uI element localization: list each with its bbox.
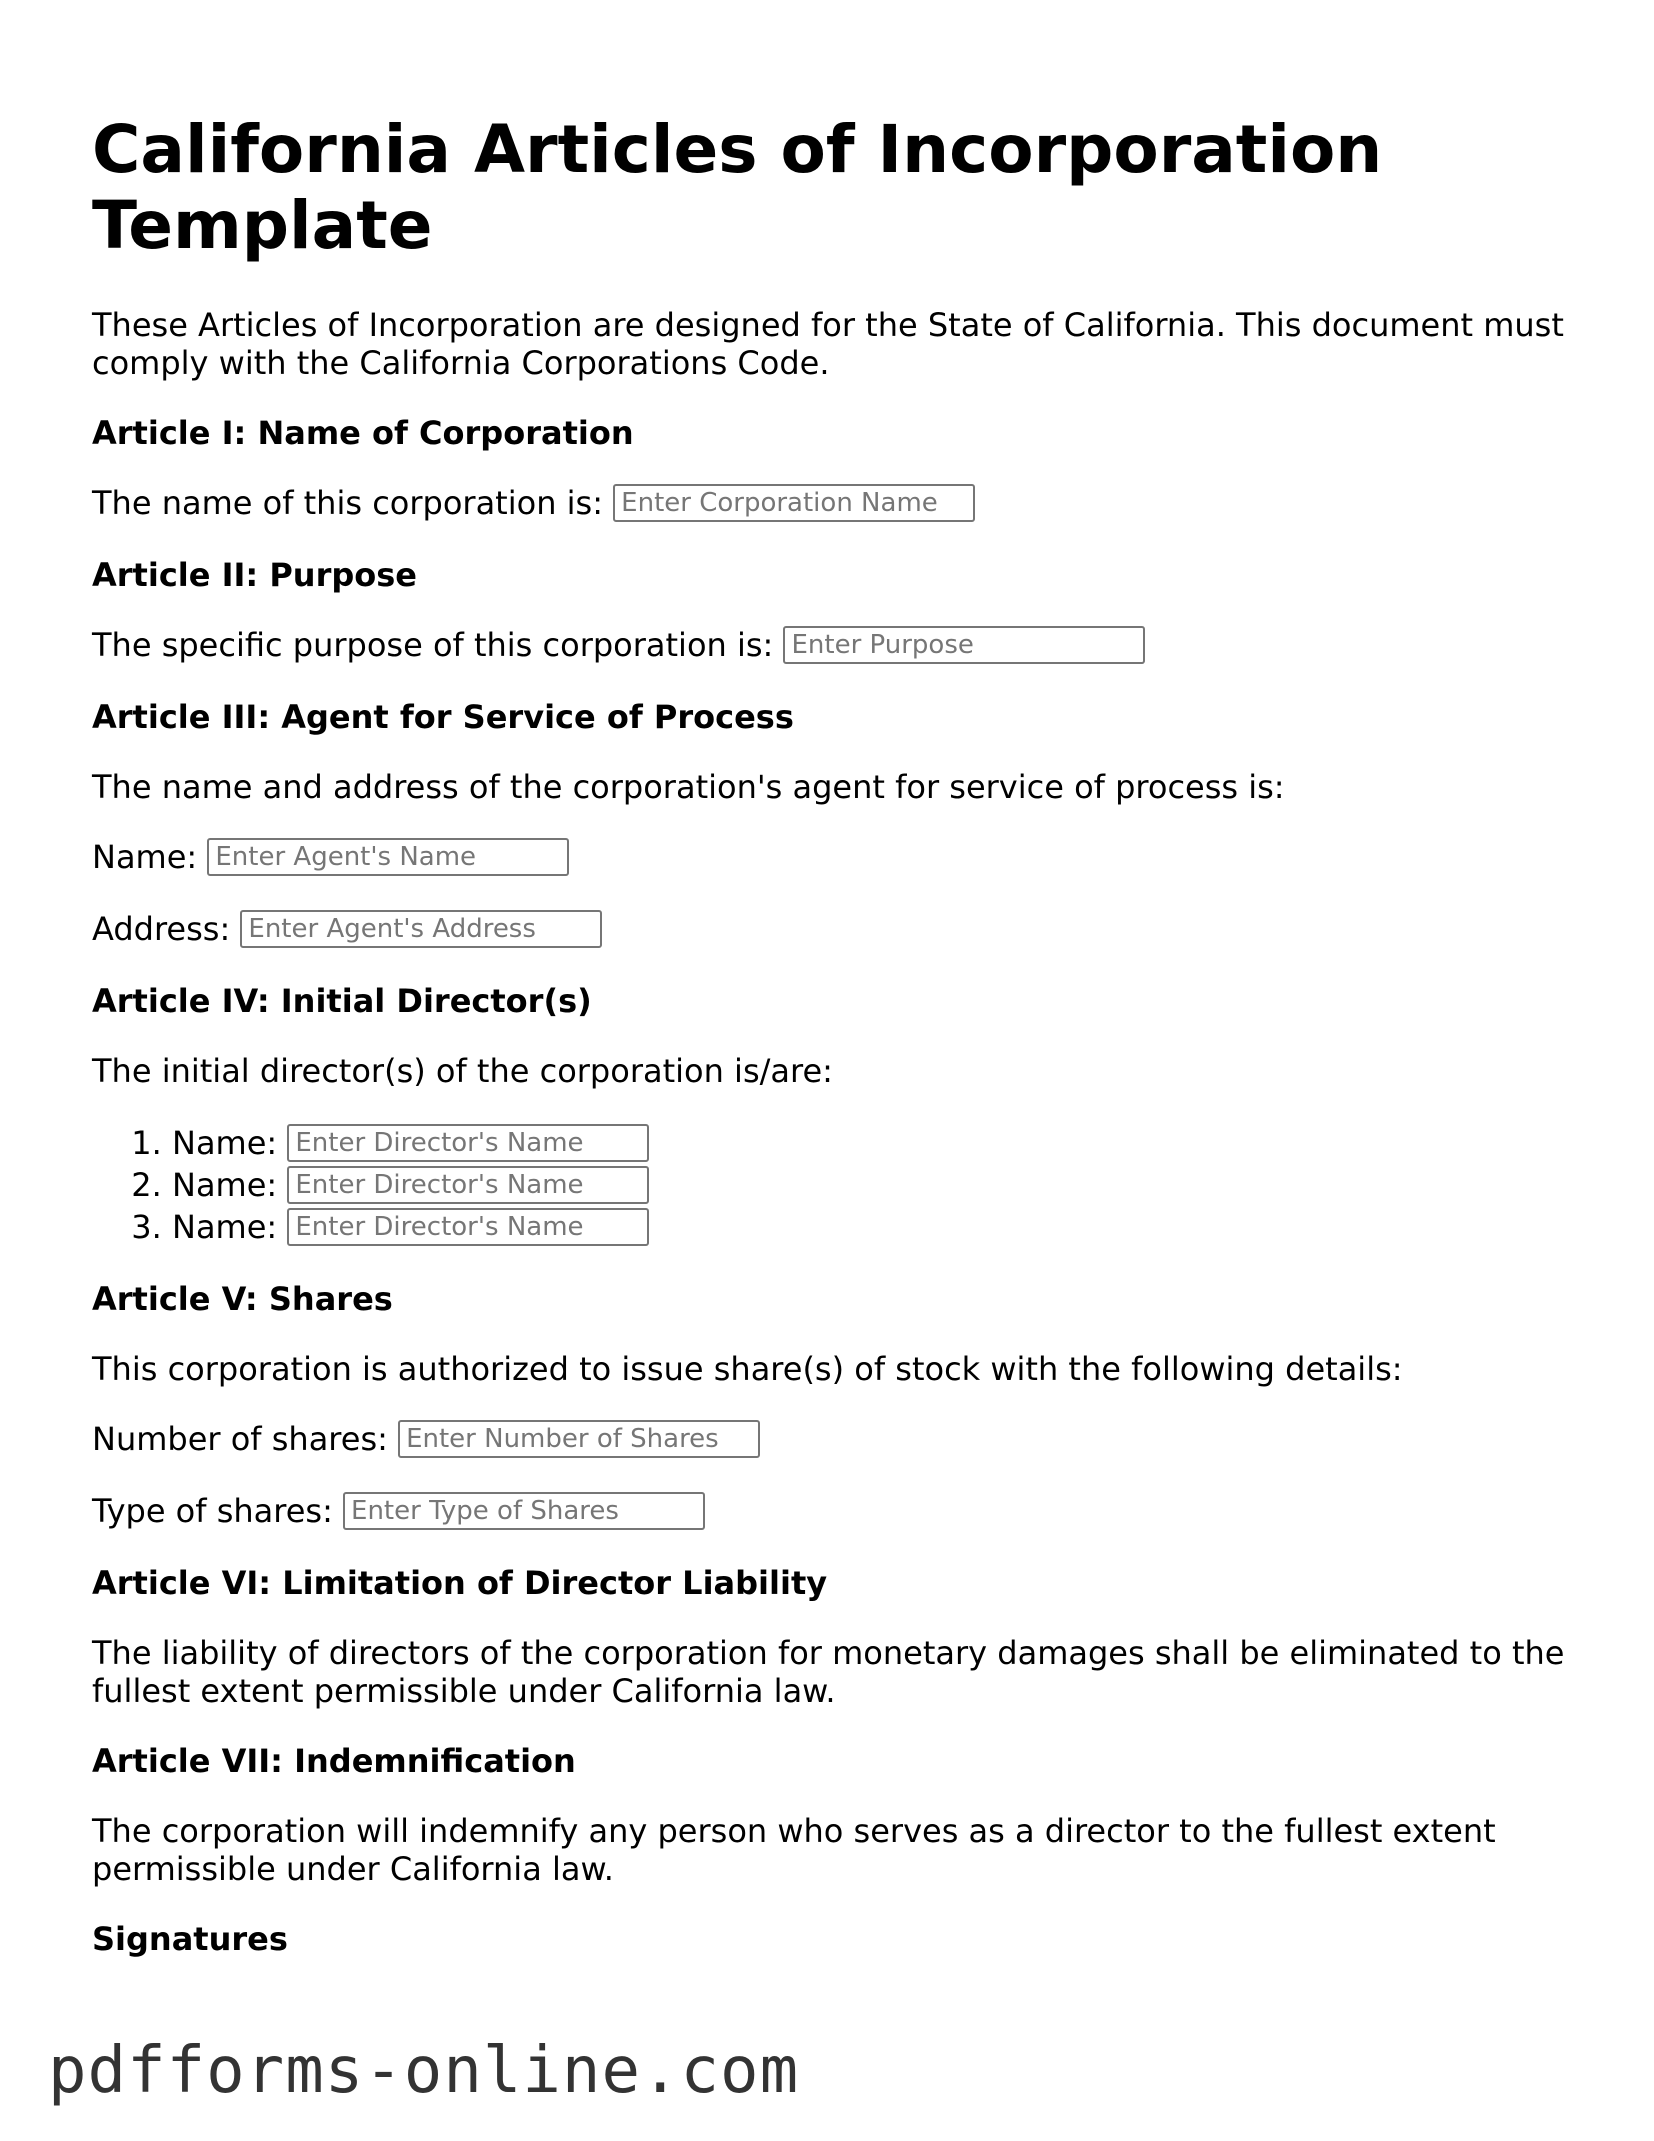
page-title: California Articles of Incorporation Template — [92, 111, 1383, 264]
document-page — [92, 112, 1572, 1990]
director-item — [172, 1206, 1572, 1248]
director-1-input[interactable] — [287, 1124, 649, 1162]
article-4-text: The initial director(s) of the corporation is/are: — [92, 1052, 833, 1090]
director-3-label: Name: — [172, 1208, 278, 1246]
director-2-label: Name: — [172, 1166, 278, 1204]
director-3-input[interactable] — [287, 1208, 649, 1246]
directors-list — [92, 1122, 1572, 1248]
director-2-input[interactable] — [287, 1166, 649, 1204]
purpose-input[interactable] — [783, 626, 1145, 664]
share-type-label: Type of shares: — [92, 1492, 333, 1530]
share-type-input[interactable] — [343, 1492, 705, 1530]
agent-address-row — [92, 910, 1572, 950]
article-1-heading: Article I: Name of Corporation — [92, 414, 634, 452]
article-6-text: The liability of directors of the corporation for monetary damages shall be eliminated to the fullest extent permissible under California law. — [92, 1634, 1565, 1710]
share-number-row — [92, 1420, 1572, 1460]
agent-name-input[interactable] — [207, 838, 569, 876]
share-number-label: Number of shares: — [92, 1420, 388, 1458]
agent-address-input[interactable] — [240, 910, 602, 948]
watermark: pdfforms-online.com — [48, 2034, 800, 2108]
director-1-label: Name: — [172, 1124, 278, 1162]
article-1-row — [92, 484, 1572, 524]
intro-paragraph: These Articles of Incorporation are designed for the State of California. This document must comply with the California Corporations Code. — [92, 306, 1564, 382]
corporation-name-input[interactable] — [613, 484, 975, 522]
director-item — [172, 1164, 1572, 1206]
article-5-text: This corporation is authorized to issue share(s) of stock with the following details: — [92, 1350, 1403, 1388]
article-3-heading: Article III: Agent for Service of Process — [92, 698, 794, 736]
article-4-heading: Article IV: Initial Director(s) — [92, 982, 592, 1020]
article-3-text: The name and address of the corporation's agent for service of process is: — [92, 768, 1285, 806]
article-2-row — [92, 626, 1572, 666]
share-number-input[interactable] — [398, 1420, 760, 1458]
share-type-row — [92, 1492, 1572, 1532]
director-item — [172, 1122, 1572, 1164]
article-2-text: The specific purpose of this corporation is: — [92, 626, 774, 664]
article-5-heading: Article V: Shares — [92, 1280, 393, 1318]
article-1-text: The name of this corporation is: — [92, 484, 603, 522]
agent-name-row — [92, 838, 1572, 878]
agent-address-label: Address: — [92, 910, 231, 948]
article-6-heading: Article VI: Limitation of Director Liability — [92, 1564, 828, 1602]
agent-name-label: Name: — [92, 838, 198, 876]
article-2-heading: Article II: Purpose — [92, 556, 417, 594]
article-7-heading: Article VII: Indemnification — [92, 1742, 576, 1780]
signatures-heading: Signatures — [92, 1920, 288, 1958]
article-7-text: The corporation will indemnify any person who serves as a director to the fullest extent permissible under California law. — [92, 1812, 1496, 1888]
